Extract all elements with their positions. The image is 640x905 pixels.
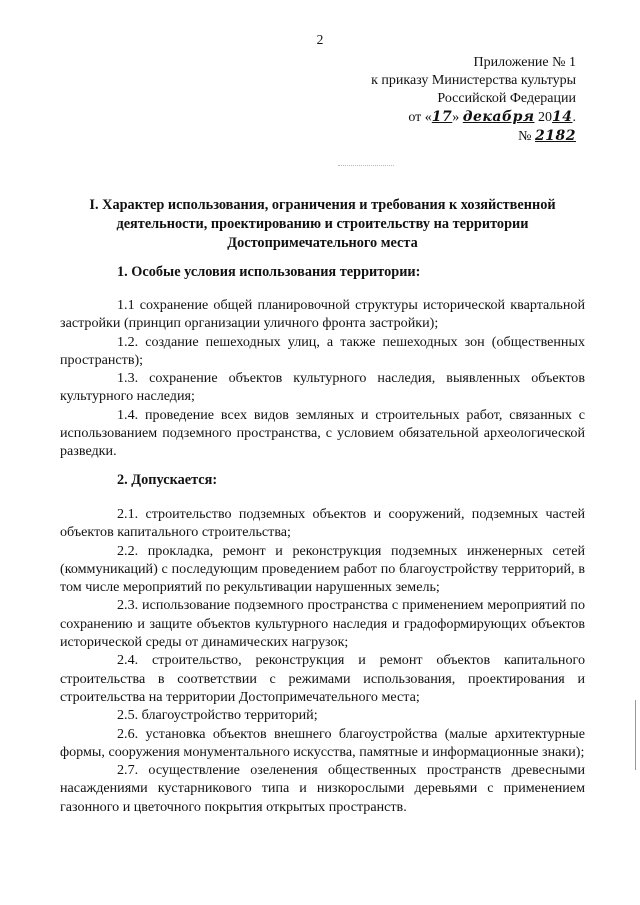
section-title: I. Характер использования, ограничения и требования к хозяйственной деятельности, проектированию и строительству на территории Достопримечательного места xyxy=(89,197,556,251)
scan-artifact-line xyxy=(338,165,394,166)
appendix-order-ref: к приказу Министерства культуры xyxy=(371,73,576,88)
list-item: 2.1. строительство подземных объектов и сооружений, подземных частей объектов капитального строительства; xyxy=(60,506,585,541)
subsection-1-heading: 1. Особые условия использования территории: xyxy=(117,264,421,280)
number-prefix: № xyxy=(518,129,532,144)
list-item: 2.4. строительство, реконструкция и ремонт объектов капитального строительства в соответствии с режимами использования, проектирования и строительства на территории Достопримечательного места; xyxy=(60,652,585,705)
scan-edge-mark xyxy=(635,700,636,770)
list-item: 1.1 сохранение общей планировочной структуры исторической квартальной застройки (принцип организации уличного фронта застройки); xyxy=(60,297,585,332)
date-end: . xyxy=(572,110,576,125)
date-month: декабря xyxy=(462,109,535,125)
date-year-suffix: 14 xyxy=(552,109,573,125)
appendix-issuer: Российской Федерации xyxy=(437,91,576,106)
date-prefix: от « xyxy=(408,110,432,125)
number-value: 2182 xyxy=(535,128,576,144)
list-item: 1.3. сохранение объектов культурного наследия, выявленных объектов культурного наследия; xyxy=(60,370,585,405)
list-item: 2.6. установка объектов внешнего благоустройства (малые архитектурные формы, сооружения монументального искусства, памятные и информационные знаки); xyxy=(60,725,585,760)
appendix-number xyxy=(371,127,576,146)
list-item: 2.3. использование подземного пространства с применением мероприятий по сохранению и защите объектов культурного наследия и градоформирующих объектов исторической среды от динамических нагрузок; xyxy=(60,597,585,651)
date-day: 17 xyxy=(431,109,453,125)
subsection-1-list xyxy=(60,296,585,461)
list-item: 1.4. проведение всех видов земляных и строительных работ, связанных с использованием подземного пространства, с условием обязательной археологической разведки. xyxy=(60,406,585,460)
subsection-2-list xyxy=(60,505,585,816)
list-item: 2.7. осуществление озеленения общественных пространств древесными насаждениями кустарникового типа и низкорослыми деревьями с применением газонного и цветочного покрытия открытых пространств. xyxy=(60,762,585,815)
appendix-title: Приложение № 1 xyxy=(473,55,576,70)
appendix-date xyxy=(371,108,576,127)
subsection-2-heading: 2. Допускается: xyxy=(117,472,218,488)
date-mid: » xyxy=(452,110,460,125)
date-year-prefix: 20 xyxy=(538,110,553,125)
page-number: 2 xyxy=(316,32,324,47)
list-item: 2.2. прокладка, ремонт и реконструкция подземных инженерных сетей (коммуникаций) с последующим проведением работ по благоустройству территорий, в том числе мероприятий по рекультивации нарушенных земель; xyxy=(60,542,585,596)
list-item: 2.5. благоустройство территорий; xyxy=(117,707,318,724)
appendix-header xyxy=(371,54,576,146)
list-item: 1.2. создание пешеходных улиц, а также пешеходных зон (общественных пространств); xyxy=(60,333,585,368)
